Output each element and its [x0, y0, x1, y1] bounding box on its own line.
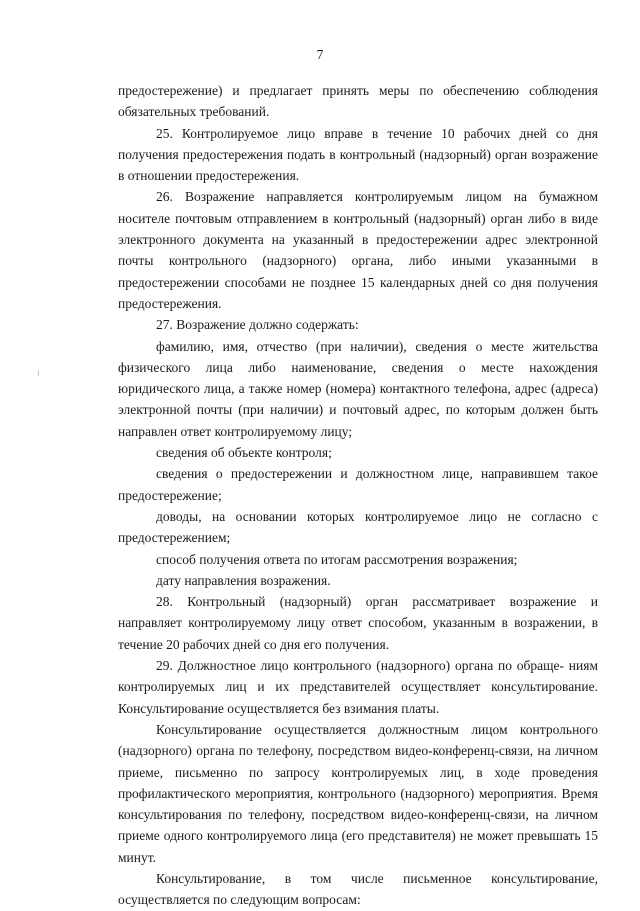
- paragraph-continuation: предостережение) и предлагает принять меры по обеспечению соблюдения обязательных требований.: [118, 83, 598, 120]
- paragraph-item-28: 28. Контрольный (надзорный) орган рассматривает возражение и направляет контролируемому лицу ответ способом, указанным в возражении, в течение 20 рабочих дней со дня его получения.: [118, 594, 598, 652]
- list-entry-arguments: доводы, на основании которых контролируемое лицо не согласно с предостережением;: [118, 508, 598, 546]
- page-number: 7: [316, 47, 324, 62]
- paragraph-item-29: 29. Должностное лицо контрольного (надзорного) органа по обраще- ниям контролируемых лиц и их представителей осуществляет консультирование. Консультирование осуществляется без взимания платы.: [118, 658, 598, 716]
- list-entry-control-object: сведения об объекте контроля;: [156, 445, 332, 461]
- scan-artifact-line: [38, 370, 39, 376]
- list-entry-warning-info: сведения о предостережении и должностном лице, направившем такое предостережение;: [118, 466, 598, 503]
- list-entry-response-method: способ получения ответа по итогам рассмотрения возражения;: [156, 551, 518, 567]
- paragraph-item-25: 25. Контролируемое лицо вправе в течение 10 рабочих дней со дня получения предостережения подать в контрольный (надзорный) орган возражение в отношении предостережения.: [118, 125, 598, 184]
- list-entry-objection-date: дату направления возражения.: [156, 572, 331, 588]
- paragraph-consulting-topics: Консультирование, в том числе письменное консультирование, осуществляется по следующим вопросам:: [118, 870, 598, 908]
- paragraph-item-27: 27. Возражение должно содержать:: [156, 317, 359, 333]
- document-body: [118, 80, 598, 911]
- paragraph-consulting-methods: Консультирование осуществляется должностным лицом контрольного (надзорного) органа по телефону, посредством видео-конференц-связи, на личном приеме, письменно по запросу контролируемых лиц, в ходе проведения профилактического мероприятия, контрольного (надзорного) мероприятия. Время консультирования по телефону, посредством видео-конференц-связи, на личном приеме одного контролируемого лица (его представителя) не может превышать 15 минут.: [118, 721, 598, 865]
- list-entry-name-and-contacts: фамилию, имя, отчество (при наличии), сведения о месте жительства физического лица либо наименование, сведения о месте нахождения юридического лица, а также номер (номера) контактного телефона, адрес (адреса) электронной почты (при наличии) и почтовый адрес, по которым должен быть направлен ответ контролируемому лицу;: [118, 338, 598, 439]
- paragraph-item-26: 26. Возражение направляется контролируемым лицом на бумажном носителе почтовым отправлением в контрольный (надзорный) орган либо в виде электронного документа на указанный в предостережении адрес электронной почты контрольного (надзорного) органа, либо иными указанными в предостережении способами не позднее 15 календарных дней со дня получения предостережения.: [118, 189, 598, 311]
